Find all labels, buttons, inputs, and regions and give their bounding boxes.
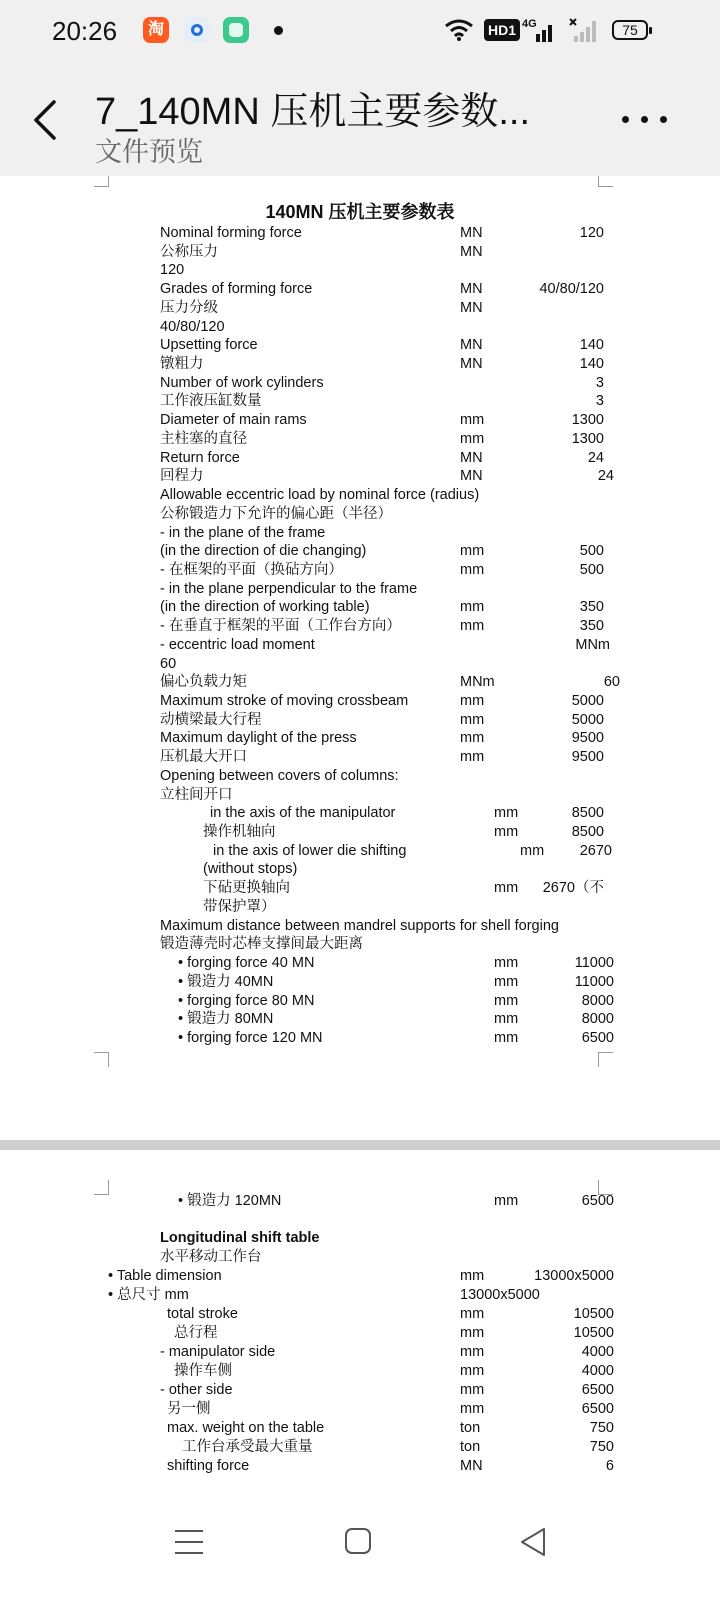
row-label: in the axis of the manipulator <box>210 805 396 822</box>
row-unit: MN <box>460 243 483 260</box>
row-unit: mm <box>460 749 485 766</box>
row-unit: mm <box>494 1193 519 1209</box>
row-value: 350 <box>579 618 604 635</box>
row-unit: mm <box>460 1363 485 1379</box>
hd-voice-badge: HD1 <box>484 19 520 41</box>
row-label: 120 <box>160 262 185 279</box>
row-unit: mm <box>494 1011 519 1028</box>
row-label: 偏心负载力矩 <box>160 674 247 691</box>
row-label: • 锻造力 80MN <box>178 1011 274 1028</box>
row-label: 操作车侧 <box>174 1363 232 1379</box>
row-label: • 锻造力 120MN <box>178 1193 282 1209</box>
row-value: 5000 <box>571 693 604 709</box>
document-title: 140MN 压机主要参数表 <box>265 202 455 222</box>
row-unit: mm <box>460 599 485 616</box>
row-label: Nominal forming force <box>160 225 302 241</box>
row-value: 4000 <box>581 1363 614 1379</box>
row-unit: mm <box>460 711 485 728</box>
row-unit: mm <box>460 1344 485 1360</box>
taobao-app-icon: 淘 <box>143 17 169 43</box>
document-page-1 <box>0 176 720 1140</box>
row-value: 2670（不 <box>542 880 604 897</box>
row-value: 1300 <box>571 430 604 447</box>
crop-mark <box>598 1052 613 1067</box>
row-label: 公称锻造力下允许的偏心距（半径） <box>160 505 392 522</box>
row-label: Return force <box>160 449 240 466</box>
row-label: Grades of forming force <box>160 281 313 298</box>
page-subtitle: 文件预览 <box>95 137 203 167</box>
row-label: 锻造薄壳时芯棒支撑间最大距离 <box>160 936 363 953</box>
row-value: 60 <box>603 674 620 691</box>
signal-sim2-icon <box>568 16 600 44</box>
row-unit: mm <box>460 730 485 747</box>
row-label: 压机最大开口 <box>160 749 247 766</box>
page-title: 7_140MN 压机主要参数... <box>95 91 530 133</box>
row-unit: mm <box>494 955 519 972</box>
document-viewer[interactable] <box>0 176 720 1488</box>
row-unit: MN <box>460 299 483 316</box>
app-bar <box>0 64 720 176</box>
crop-mark <box>94 1180 109 1195</box>
row-label: - 在垂直于框架的平面（工作台方向） <box>160 618 401 635</box>
row-unit: mm <box>520 842 545 859</box>
row-label: Diameter of main rams <box>160 412 307 429</box>
row-label: 另一侧 <box>167 1401 211 1417</box>
row-label: Maximum stroke of moving crossbeam <box>160 693 409 709</box>
row-value: 8000 <box>581 992 614 1009</box>
row-unit: mm <box>460 543 485 560</box>
row-value: 6500 <box>581 1401 614 1417</box>
row-unit: ton <box>460 1420 481 1436</box>
row-value: 9500 <box>571 730 604 747</box>
wifi-icon <box>444 18 474 42</box>
row-value: 5000 <box>571 711 604 728</box>
row-unit: MN <box>460 356 483 373</box>
page-separator <box>0 1140 720 1150</box>
row-label: 主柱塞的直径 <box>160 430 247 447</box>
row-value: 2670 <box>579 842 612 859</box>
row-unit: MN <box>460 468 483 485</box>
row-label: • forging force 120 MN <box>178 1029 323 1046</box>
document-page-2 <box>0 1150 720 1488</box>
row-unit: mm <box>460 1382 485 1398</box>
system-nav-bar <box>0 1488 720 1600</box>
row-label: Maximum daylight of the press <box>160 730 357 747</box>
menu-icon[interactable] <box>175 1528 203 1556</box>
row-value: 6500 <box>581 1193 614 1209</box>
row-value: 120 <box>579 225 604 241</box>
row-label: shifting force <box>167 1458 250 1474</box>
row-value: 6500 <box>581 1382 614 1398</box>
row-label: 公称压力 <box>160 243 218 260</box>
row-unit: mm <box>494 805 519 822</box>
row-label: 操作机轴向 <box>203 824 276 841</box>
row-label: 下砧更换轴向 <box>203 880 290 897</box>
row-value: 8500 <box>571 805 604 822</box>
row-label: total stroke <box>167 1306 238 1322</box>
row-unit: mm <box>494 992 519 1009</box>
row-value: 10500 <box>573 1306 614 1322</box>
row-unit: ton <box>460 1439 481 1455</box>
row-value: 3 <box>595 374 604 391</box>
row-value: MNm <box>575 636 610 653</box>
row-value: 13000x5000 <box>534 1268 614 1284</box>
row-value: 40/80/120 <box>539 281 604 298</box>
row-unit: mm <box>460 618 485 635</box>
crop-mark <box>94 1052 109 1067</box>
row-label: in the axis of lower die shifting <box>213 842 407 859</box>
row-label: Opening between covers of columns: <box>160 767 399 784</box>
home-icon[interactable] <box>345 1528 371 1554</box>
row-unit: 13000x5000 <box>460 1287 540 1303</box>
row-label: - eccentric load moment <box>160 636 315 653</box>
row-label: 60 <box>160 655 177 672</box>
row-label: 带保护罩） <box>203 898 276 915</box>
row-value: 6 <box>605 1458 614 1474</box>
row-unit: mm <box>460 1306 485 1322</box>
row-label: 总行程 <box>174 1325 218 1341</box>
row-label: • 锻造力 40MN <box>178 973 274 990</box>
messaging-app-icon <box>223 17 249 43</box>
row-label: 镦粗力 <box>160 356 204 373</box>
row-label: 动横梁最大行程 <box>160 711 262 728</box>
crop-mark <box>598 176 613 187</box>
row-value: 1300 <box>571 412 604 429</box>
row-label: - other side <box>160 1382 233 1398</box>
row-value: 140 <box>579 337 604 354</box>
row-value: 11000 <box>574 955 614 972</box>
row-label: Maximum distance between mandrel supports for shell forging <box>160 917 559 934</box>
row-label: 回程力 <box>160 468 204 485</box>
crop-mark <box>94 176 109 187</box>
row-unit: mm <box>460 430 485 447</box>
row-label: - in the plane of the frame <box>160 524 326 541</box>
row-unit: mm <box>494 1029 519 1046</box>
row-label: 水平移动工作台 <box>160 1249 262 1265</box>
row-unit: MN <box>460 1458 483 1474</box>
row-value: 8500 <box>571 824 604 841</box>
row-value: 3 <box>595 393 604 410</box>
row-value: 10500 <box>573 1325 614 1341</box>
row-value: 500 <box>579 561 604 578</box>
row-label: Allowable eccentric load by nominal force (radius) <box>160 487 480 504</box>
row-value: 11000 <box>574 973 614 990</box>
row-value: 500 <box>579 543 604 560</box>
row-unit: MNm <box>460 674 495 691</box>
row-label: 工作台承受最大重量 <box>182 1439 313 1455</box>
row-label: Upsetting force <box>160 337 258 354</box>
row-unit: mm <box>460 1325 485 1341</box>
back-triangle-icon[interactable] <box>518 1526 548 1558</box>
row-unit: MN <box>460 337 483 354</box>
back-arrow-icon[interactable] <box>30 98 60 142</box>
row-label: Number of work cylinders <box>160 374 324 391</box>
status-time: 20:26 <box>52 16 118 46</box>
row-value: 4000 <box>581 1344 614 1360</box>
row-value: 350 <box>579 599 604 616</box>
signal-4g-icon <box>522 16 556 44</box>
row-unit: mm <box>494 880 519 897</box>
row-value: 8000 <box>581 1011 614 1028</box>
battery-icon: 75 <box>612 20 648 40</box>
row-value: 24 <box>587 449 604 466</box>
row-value: 24 <box>597 468 614 485</box>
row-label: 压力分级 <box>160 299 218 316</box>
row-label: 立柱间开口 <box>160 786 233 803</box>
row-label: • Table dimension <box>108 1268 222 1284</box>
row-label: Longitudinal shift table <box>160 1230 320 1246</box>
row-value: 750 <box>589 1439 614 1455</box>
notification-dot-icon <box>274 26 283 35</box>
row-label: • forging force 80 MN <box>178 992 315 1009</box>
status-bar <box>0 0 720 64</box>
row-label: (without stops) <box>203 861 298 878</box>
row-unit: mm <box>494 973 519 990</box>
row-unit: mm <box>460 412 485 429</box>
row-unit: MN <box>460 225 483 241</box>
row-unit: mm <box>460 1401 485 1417</box>
more-dots-icon[interactable] <box>622 114 668 126</box>
browser-app-icon <box>184 17 210 43</box>
row-unit: mm <box>460 693 485 709</box>
row-value: 9500 <box>571 749 604 766</box>
row-unit: MN <box>460 281 483 298</box>
row-label: - manipulator side <box>160 1344 276 1360</box>
network-type-label: 4G <box>522 18 537 30</box>
row-label: 工作液压缸数量 <box>160 393 262 410</box>
row-label: - in the plane perpendicular to the frame <box>160 580 418 597</box>
row-unit: mm <box>460 561 485 578</box>
row-value: 750 <box>589 1420 614 1436</box>
row-label: • forging force 40 MN <box>178 955 315 972</box>
row-label: (in the direction of die changing) <box>160 543 367 560</box>
row-unit: mm <box>460 1268 485 1284</box>
row-label: 40/80/120 <box>160 318 225 335</box>
row-unit: MN <box>460 449 483 466</box>
row-label: max. weight on the table <box>167 1420 325 1436</box>
row-label: (in the direction of working table) <box>160 599 370 616</box>
row-label: - 在框架的平面（换砧方向） <box>160 561 343 578</box>
row-unit: mm <box>494 824 519 841</box>
row-value: 6500 <box>581 1029 614 1046</box>
row-value: 140 <box>579 356 604 373</box>
row-label: • 总尺寸 mm <box>108 1287 189 1303</box>
